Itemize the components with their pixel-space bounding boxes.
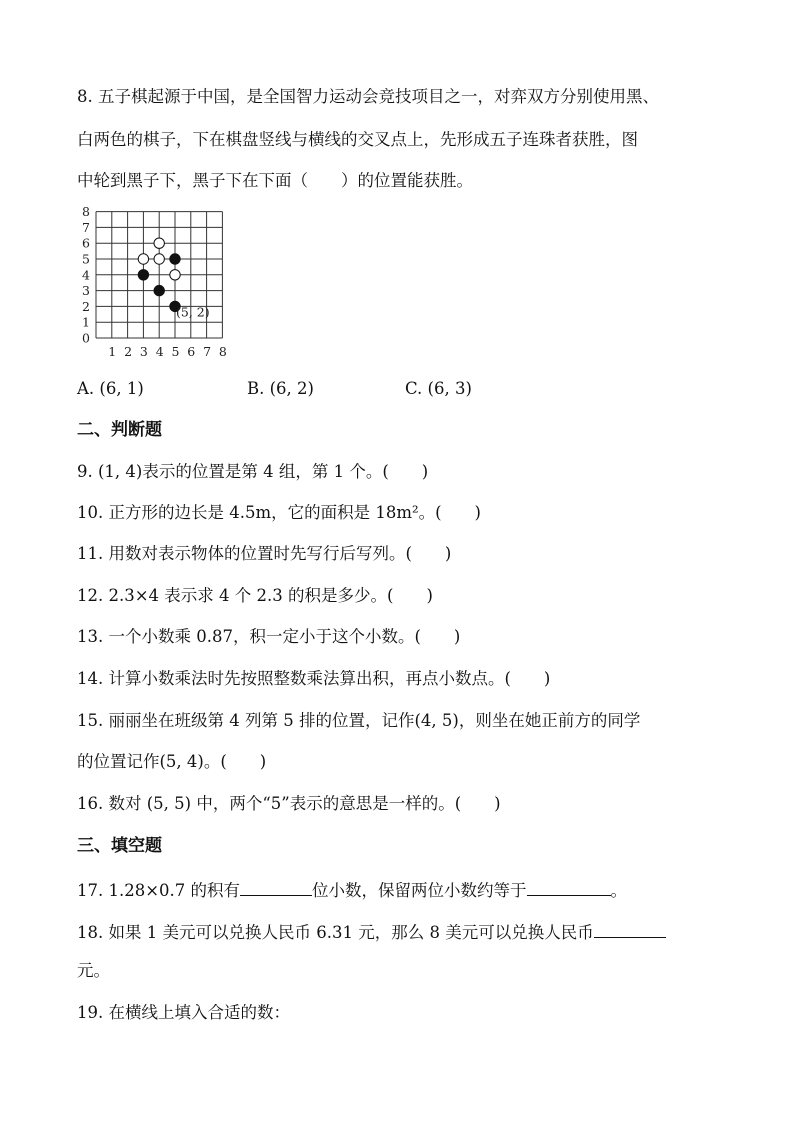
x-tick-label: 7: [203, 344, 212, 359]
y-tick-label: 2: [82, 298, 90, 314]
black-stone: [154, 285, 164, 295]
q8-line-2: 白两色的棋子，下在棋盘竖线与横线的交叉点上，先形成五子连珠者获胜，图: [77, 130, 638, 149]
q17-text-c: 。: [610, 881, 628, 900]
q11: 11. 用数对表示物体的位置时先写行后写列。( ): [77, 544, 452, 563]
q14: 14. 计算小数乘法时先按照整数乘法算出积，再点小数点。( ): [77, 669, 551, 688]
option-a[interactable]: A. (6, 1): [77, 379, 144, 398]
gomoku-board: [80, 204, 240, 360]
y-tick-label: 1: [82, 314, 90, 330]
y-tick-label: 5: [82, 251, 90, 267]
q17-blank-2[interactable]: [527, 877, 611, 896]
x-tick-label: 8: [218, 344, 227, 359]
q19: 19. 在横线上填入合适的数：: [77, 1003, 290, 1022]
x-axis-ticks: [108, 344, 227, 359]
y-tick-label: 0: [82, 330, 90, 346]
q17-text-a: 17. 1.28×0.7 的积有: [77, 881, 241, 900]
q17-text-b: 位小数，保留两位小数约等于: [312, 881, 527, 900]
x-tick-label: 4: [155, 344, 164, 359]
white-stone: [138, 254, 148, 264]
black-stone: [138, 270, 148, 280]
q18-text-a: 18. 如果 1 美元可以兑换人民币 6.31 元，那么 8 美元可以兑换人民币: [77, 923, 594, 942]
y-tick-label: 7: [82, 219, 90, 235]
option-b[interactable]: B. (6, 2): [247, 379, 314, 398]
q18-blank[interactable]: [594, 919, 666, 938]
section-2-title: 二、判断题: [77, 420, 162, 440]
x-tick-label: 5: [171, 344, 180, 359]
y-tick-label: 3: [82, 283, 90, 299]
x-tick-label: 1: [108, 344, 117, 359]
q8-line-1: 8. 五子棋起源于中国，是全国智力运动会竞技项目之一，对弈双方分别使用黑、: [77, 87, 659, 106]
option-c[interactable]: C. (6, 3): [405, 379, 472, 398]
white-stone: [170, 270, 180, 280]
q13: 13. 一个小数乘 0.87，积一定小于这个小数。( ): [77, 627, 461, 646]
q15-line-2: 的位置记作(5, 4)。( ): [77, 752, 267, 771]
white-stone: [154, 254, 164, 264]
q16: 16. 数对 (5, 5) 中，两个“5”表示的意思是一样的。( ): [77, 794, 501, 813]
q17: [77, 877, 627, 902]
q12: 12. 2.3×4 表示求 4 个 2.3 的积是多少。( ): [77, 586, 433, 605]
y-tick-label: 6: [82, 235, 90, 251]
q10: 10. 正方形的边长是 4.5m，它的面积是 18m²。( ): [77, 503, 481, 522]
black-stone: [170, 254, 180, 264]
q18-line-2: 元。: [77, 961, 110, 980]
section-3-title: 三、填空题: [77, 836, 162, 856]
x-tick-label: 2: [124, 344, 133, 359]
x-tick-label: 6: [187, 344, 196, 359]
q15-line-1: 15. 丽丽坐在班级第 4 列第 5 排的位置，记作(4, 5)，则坐在她正前方的同学: [77, 711, 641, 730]
y-axis-ticks: [82, 204, 90, 345]
point-label: (5, 2): [176, 304, 210, 320]
q9: 9. (1, 4)表示的位置是第 4 组，第 1 个。( ): [77, 462, 429, 481]
y-tick-label: 8: [82, 204, 90, 220]
x-tick-label: 3: [139, 344, 148, 359]
white-stone: [154, 238, 164, 248]
q18-line-1: [77, 919, 666, 944]
q8-line-3: 中轮到黑子下，黑子下在下面（ ）的位置能获胜。: [77, 171, 473, 190]
y-tick-label: 4: [82, 267, 90, 283]
q17-blank-1[interactable]: [240, 877, 312, 896]
